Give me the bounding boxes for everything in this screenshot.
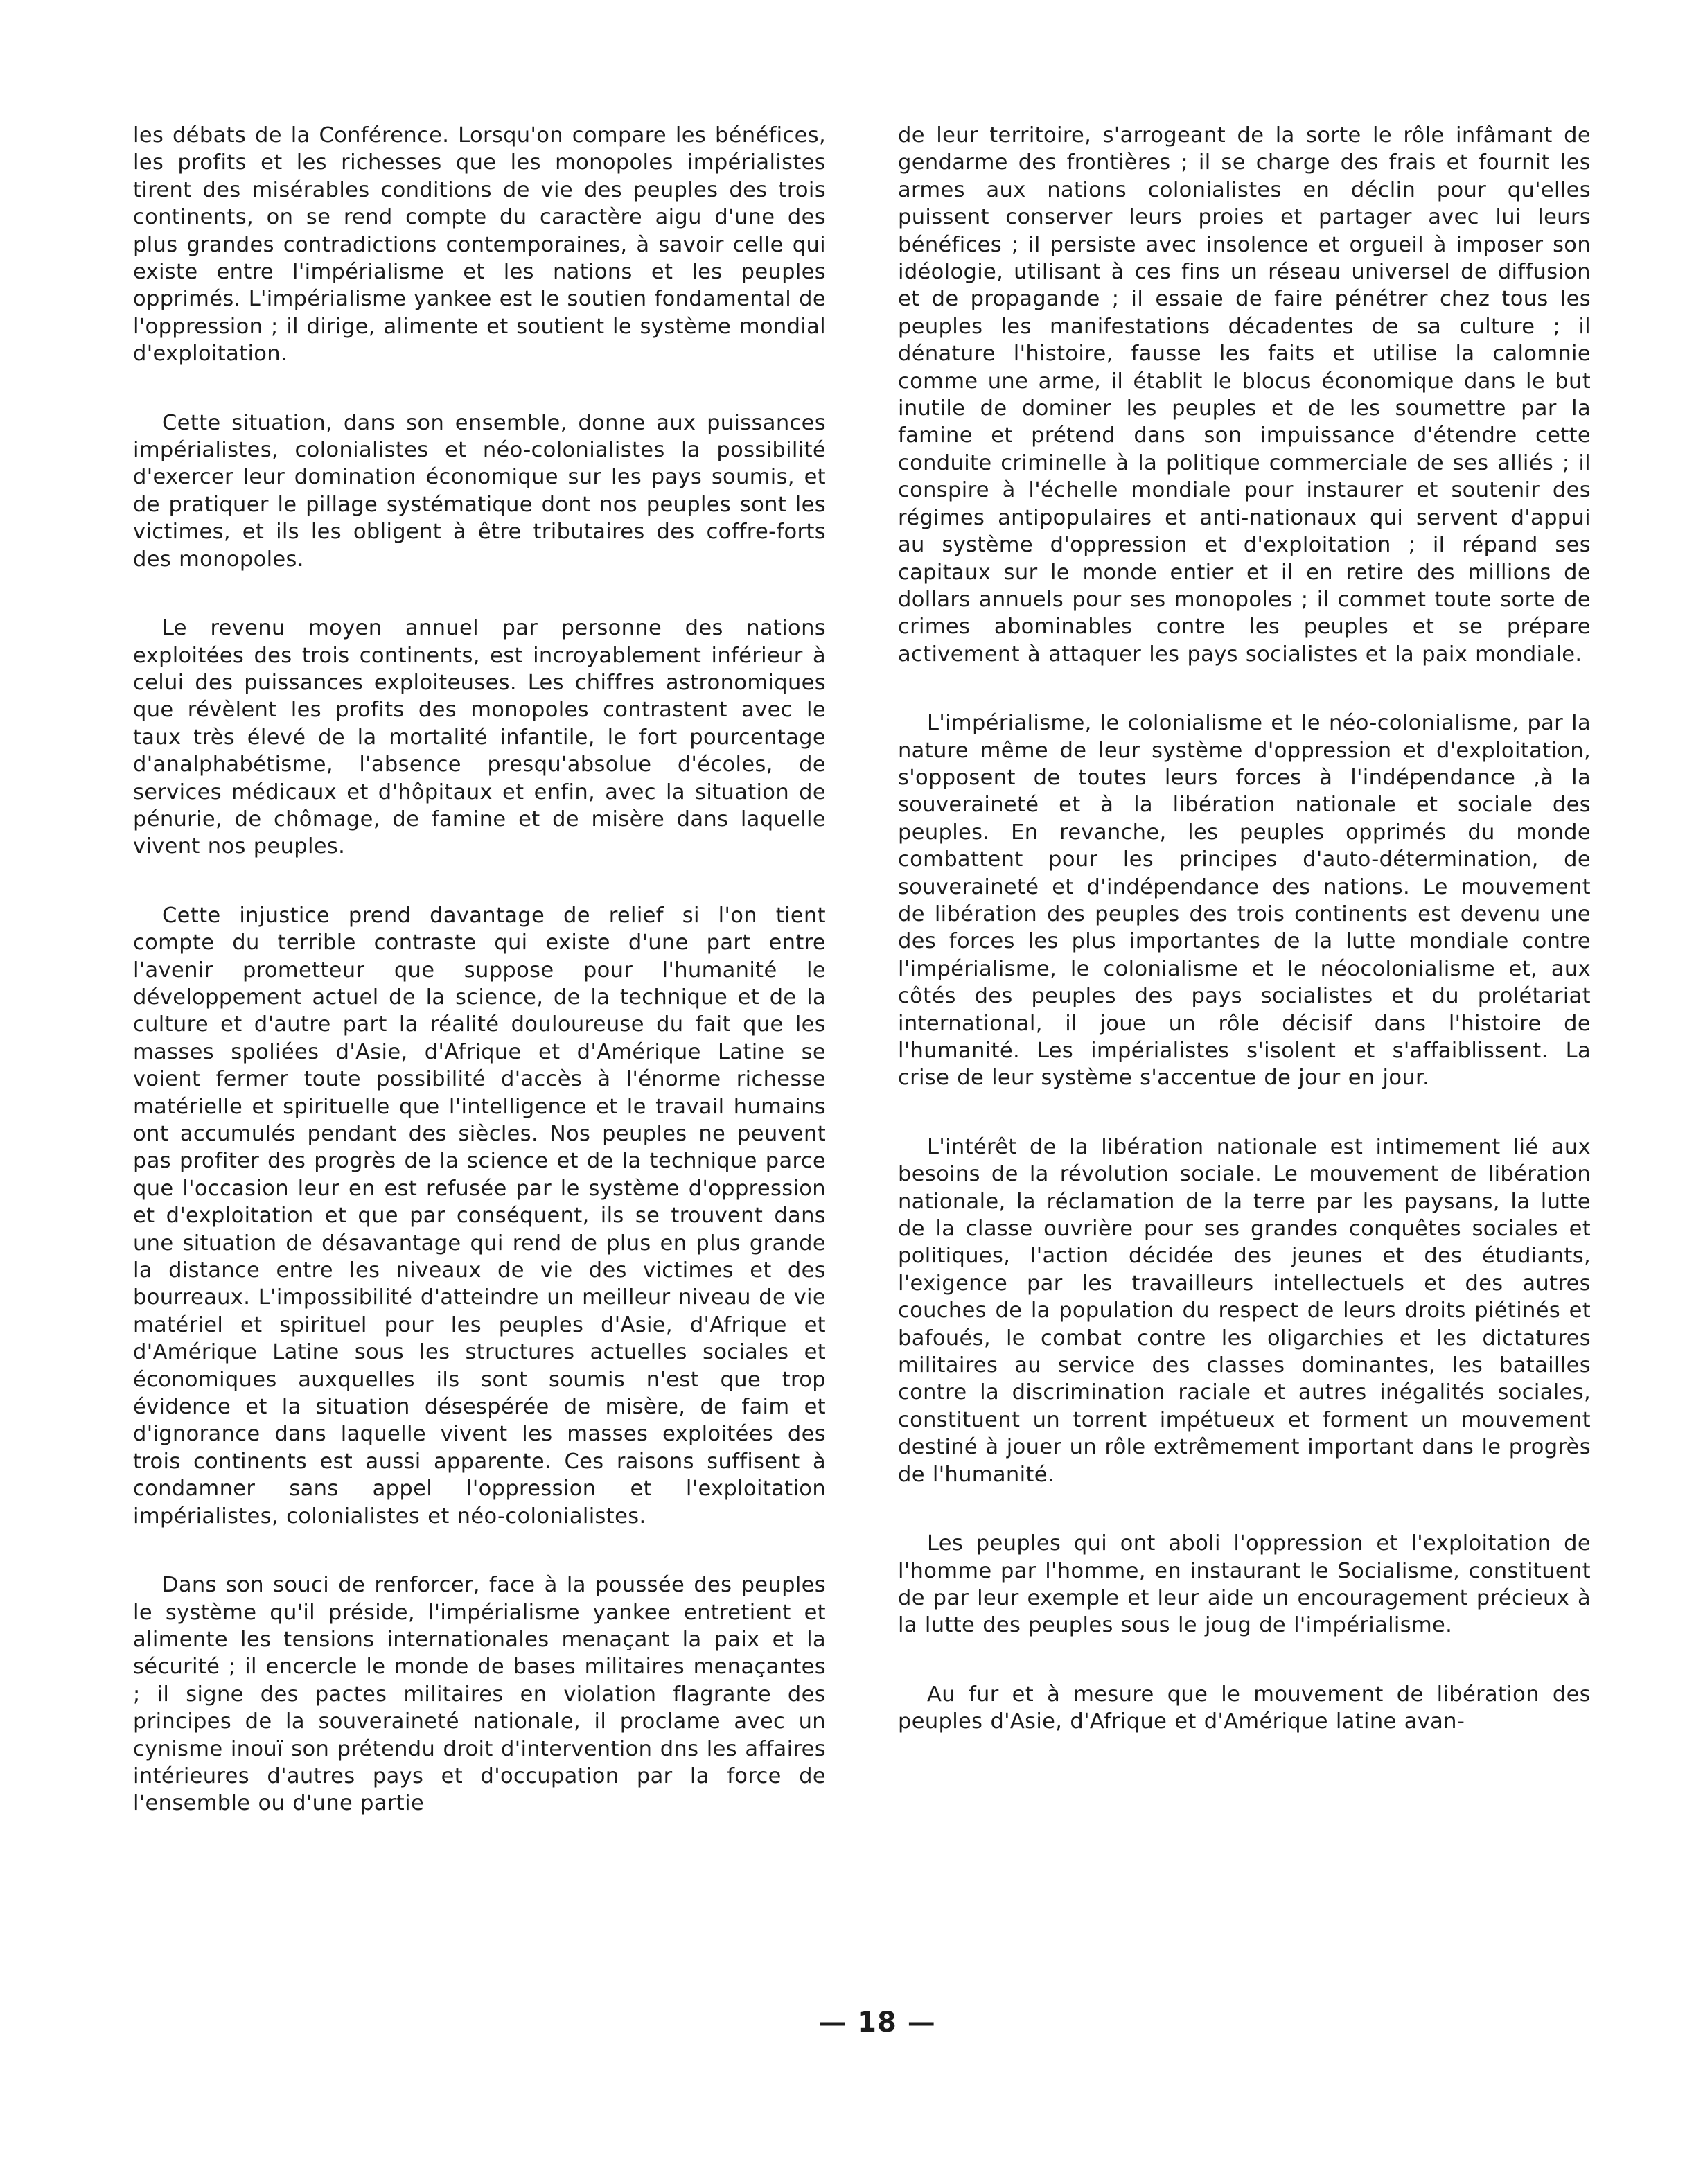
paragraph: Les peuples qui ont aboli l'oppression et l'exploitation de l'homme par l'homme, en instaurant le Socialisme, constituent de par leur exemple et leur aide un encouragement précieux à la lutte des peuples sous le joug de l'impérialisme. [898,1531,1591,1638]
paragraph: Le revenu moyen annuel par personne des nations exploitées des trois continents, est incroyablement inférieur à celui des puissances exploiteuses. Les chiffres astronomiques que révèlent les profits des monopoles contrastent avec le taux très élevé de la mortalité infantile, le fort pourcentage d'analphabétisme, l'absence presqu'absolue d'écoles, de services médicaux et d'hôpitaux et enfin, avec la situation de pénurie, de chômage, de famine et de misère dans laquelle vivent nos peuples. [133,616,826,859]
left-column [133,122,826,1859]
page-number: — 18 — [818,2007,936,2038]
paragraph: de leur territoire, s'arrogeant de la sorte le rôle infâmant de gendarme des frontières ; il se charge des frais et fournit les armes aux nations colonialistes en déclin pour qu'elles puissent conserver leurs proies et partager avec lui leurs bénéfices ; il persiste avec insolence et orgueil à imposer son idéologie, utilisant à ces fins un réseau universel de diffusion et de propagande ; il essaie de faire pénétrer chez tous les peuples les manifestations décadentes de sa culture ; il dénature l'histoire, fausse les faits et utilise la calomnie comme une arme, il établit le blocus économique dans le but inutile de dominer les peuples et de les soumettre par la famine et prétend dans son impuissance d'étendre cette conduite criminelle à la politique commerciale de ses alliés ; il conspire à l'échelle mondiale pour instaurer et soutenir des régimes antipopulaires et anti-nationaux qui servent d'appui au système d'oppression et d'exploitation ; il répand ses capitaux sur le monde entier et il en retire des millions de dollars annuels pour ses monopoles ; il commet toute sorte de crimes abominables contre les peuples et se prépare activement à attaquer les pays socialistes et la paix mondiale. [898,123,1591,667]
paragraph: Cette situation, dans son ensemble, donne aux puissances impérialistes, colonialistes et néo-colonialistes la possibilité d'exercer leur domination économique sur les pays soumis, et de pratiquer le pillage systématique dont nos peuples sont les victimes, et ils les obligent à être tributaires des coffre-forts des monopoles. [133,410,826,572]
paragraph: L'intérêt de la libération nationale est intimement lié aux besoins de la révolution sociale. Le mouvement de libération nationale, la réclamation de la terre par les paysans, la lutte de la classe ouvrière pour ses grandes conquêtes sociales et politiques, l'action décidée des jeunes et des étudiants, l'exigence par les travailleurs intellectuels et des autres couches de la population du respect de leurs droits piétinés et bafoués, le combat contre les oligarchies et les dictatures militaires au service des classes dominantes, les batailles contre la discrimination raciale et autres inégalités sociales, constituent un torrent impétueux et forment un mouvement destiné à jouer un rôle extrêmement important dans le progrès de l'humanité. [898,1134,1591,1487]
paragraph: Cette injustice prend davantage de relief si l'on tient compte du terrible contraste qui existe d'une part entre l'avenir prometteur que suppose pour l'humanité le développement actuel de la science, de la technique et de la culture et d'autre part la réalité douloureuse du fait que les masses spoliées d'Asie, d'Afrique et d'Amérique Latine se voient fermer toute possibilité d'accès à l'énorme richesse matérielle et spirituelle que l'intelligence et le travail humains ont accumulés pendant des siècles. Nos peuples ne peuvent pas profiter des progrès de la science et de la technique parce que l'occasion leur en est refusée par le système d'oppression et d'exploitation et que par conséquent, ils se trouvent dans une situation de désavantage qui rend de plus en plus grande la distance entre les niveaux de vie des victimes et des bourreaux. L'impossibilité d'atteindre un meilleur niveau de vie matériel et spirituel pour les peuples d'Asie, d'Afrique et d'Amérique Latine sous les structures actuelles sociales et économiques auxquelles ils sont soumis n'est que trop évidence et la situation désespérée de misère, de faim et d'ignorance dans laquelle vivent les masses exploitées des trois continents est aussi apparente. Ces raisons suffisent à condamner sans appel l'oppression et l'exploitation impérialistes, colonialistes et néo-colonialistes. [133,903,826,1529]
paragraph: L'impérialisme, le colonialisme et le néo-colonialisme, par la nature même de leur système d'oppression et d'exploitation, s'opposent de toutes leurs forces à l'indépendance ,à la souveraineté et à la libération nationale et sociale des peuples. En revanche, les peuples opprimés du monde combattent pour les principes d'auto-détermination, de souveraineté et d'indépendance des nations. Le mouvement de libération des peuples des trois continents est devenu une des forces les plus importantes de la lutte mondiale contre l'impérialisme, le colonialisme et le néocolonialisme et, aux côtés des peuples des pays socialistes et du prolétariat international, il joue un rôle décisif dans l'histoire de l'humanité. Les impérialistes s'isolent et s'affaiblissent. La crise de leur système s'accentue de jour en jour. [898,711,1591,1091]
paragraph: les débats de la Conférence. Lorsqu'on compare les bénéfices, les profits et les richesses que les monopoles impérialistes tirent des misérables conditions de vie des peuples des trois continents, on se rend compte du caractère aigu d'une des plus grandes contradictions contemporaines, à savoir celle qui existe entre l'impérialisme et les nations et les peuples opprimés. L'impérialisme yankee est le soutien fondamental de l'oppression ; il dirige, alimente et soutient le système mondial d'exploitation. [133,123,826,367]
paragraph: Dans son souci de renforcer, face à la poussée des peuples le système qu'il préside, l'impérialisme yankee entretient et alimente les tensions internationales menaçant la paix et la sécurité ; il encercle le monde de bases militaires menaçantes ; il signe des pactes militaires en violation flagrante des principes de la souveraineté nationale, il proclame avec un cynisme inouï son prétendu droit d'intervention dns les affaires intérieures d'autres pays et d'occupation par la force de l'ensemble ou d'une partie [133,1573,826,1816]
right-column [898,122,1591,1777]
paragraph: Au fur et à mesure que le mouvement de libération des peuples d'Asie, d'Afrique et d'Amérique latine avan- [898,1682,1591,1734]
